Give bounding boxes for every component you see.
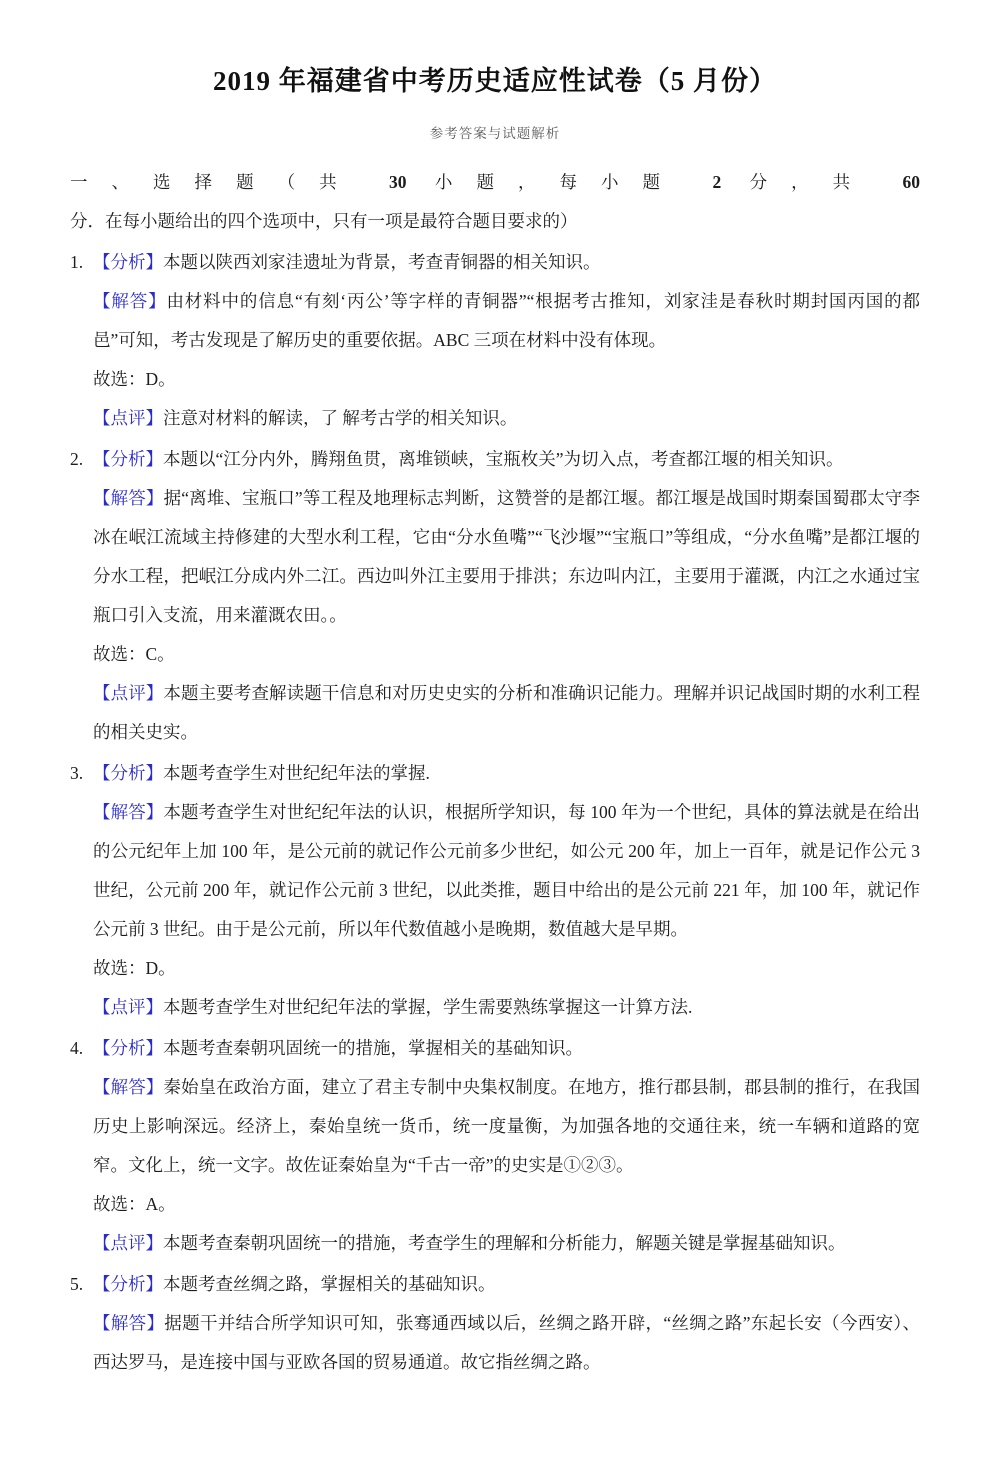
points-per-question: 2 xyxy=(712,172,722,193)
comment-paragraph xyxy=(93,1224,920,1263)
comment-text: 本题主要考查解读题干信息和对历史史实的分析和准确识记能力。理解并识记战国时期的水利工程的相关史实。 xyxy=(93,683,921,743)
total-points: 60 xyxy=(902,172,921,193)
comment-label: 【点评】 xyxy=(93,408,163,429)
question-2 xyxy=(70,440,921,752)
answer-label: 【解答】 xyxy=(93,291,167,312)
section-heading-text: 一、选择题（共 xyxy=(70,172,390,193)
answer-label: 【解答】 xyxy=(93,1313,165,1334)
question-5 xyxy=(70,1265,920,1382)
answer-label: 【解答】 xyxy=(93,488,164,509)
answer-label: 【解答】 xyxy=(93,1077,164,1098)
analysis-paragraph xyxy=(93,440,920,479)
analysis-label: 【分析】 xyxy=(93,1038,163,1059)
document-title: 2019 年福建省中考历史适应性试卷（5 月份） xyxy=(213,66,777,96)
analysis-label: 【分析】 xyxy=(93,449,163,470)
analysis-text: 本题以陕西刘家洼遗址为背景，考查青铜器的相关知识。 xyxy=(163,252,601,273)
answer-text: 由材料中的信息“有刻‘丙公’等字样的青铜器”“根据考古推知，刘家洼是春秋时期封国丙国的都邑”可知，考古发现是了解历史的重要依据。ABC 三项在材料中没有体现。 xyxy=(93,291,920,351)
question-number: 5. xyxy=(70,1274,84,1295)
comment-text: 本题考查学生对世纪纪年法的掌握，学生需要熟练掌握这一计算方法. xyxy=(163,997,693,1018)
answer-paragraph xyxy=(93,793,920,949)
chosen-answer xyxy=(93,949,920,988)
chosen-answer xyxy=(93,360,920,399)
answer-text: 秦始皇在政治方面，建立了君主专制中央集权制度。在地方，推行郡县制，郡县制的推行，在我国历史上影响深远。经济上，秦始皇统一货币，统一度量衡，为加强各地的交通往来，统一车辆和道路的宽窄。文化上，统一文字。故佐证秦始皇为“千古一帝”的史实是①②③。 xyxy=(93,1077,921,1176)
answer-text: 据题干并结合所学知识可知，张骞通西域以后，丝绸之路开辟，“丝绸之路”东起长安（今西安）、西达罗马，是连接中国与亚欧各国的贸易通道。故它指丝绸之路。 xyxy=(93,1313,920,1373)
comment-paragraph xyxy=(93,674,920,752)
chosen-answer-text: 故选：D。 xyxy=(93,958,176,979)
comment-paragraph xyxy=(93,988,920,1027)
analysis-paragraph xyxy=(93,754,920,793)
question-number: 3. xyxy=(70,763,84,784)
chosen-answer xyxy=(93,1185,920,1224)
answer-label: 【解答】 xyxy=(93,802,164,823)
question-count: 30 xyxy=(389,172,407,193)
analysis-text: 本题以“江分内外，腾翔鱼贯，离堆锁峡，宝瓶枚关”为切入点，考查都江堰的相关知识。 xyxy=(163,449,844,470)
answer-paragraph xyxy=(93,282,920,360)
document-page xyxy=(0,64,992,1467)
question-number: 4. xyxy=(70,1038,84,1059)
section-heading-text: 小题，每小题 xyxy=(406,172,713,193)
comment-text: 本题考查秦朝巩固统一的措施，考查学生的理解和分析能力，解题关键是掌握基础知识。 xyxy=(163,1233,846,1254)
answer-paragraph xyxy=(93,1068,920,1185)
comment-label: 【点评】 xyxy=(93,683,164,704)
comment-text: 注意对材料的解读，了 解考古学的相关知识。 xyxy=(163,408,518,429)
analysis-label: 【分析】 xyxy=(93,763,163,784)
answer-text: 本题考查学生对世纪纪年法的认识，根据所学知识，每 100 年为一个世纪，具体的算法就是在给出的公元纪年上加 100 年，是公元前的就记作公元前多少世纪，如公元 200 年，加上一百年，就是记作公元 3 世纪，公元前 200 年，就记作公元前 3 世纪，以此类推，题目中给出的是公元前 221 年，加 100 年，就记作公元前 3 世纪。由于是公元前，所以年代数值越小是晚期，数值越大是早期。 xyxy=(93,802,921,940)
analysis-label: 【分析】 xyxy=(93,252,163,273)
analysis-paragraph xyxy=(93,1265,920,1304)
section-heading-text: 分．在每小题给出的四个选项中，只有一项是最符合题目要求的） xyxy=(70,211,578,232)
document-subtitle: 参考答案与试题解析 xyxy=(429,126,561,142)
chosen-answer-text: 故选：C。 xyxy=(93,644,175,665)
section-heading xyxy=(70,163,920,241)
chosen-answer xyxy=(93,635,920,674)
analysis-paragraph xyxy=(93,243,920,282)
analysis-text: 本题考查学生对世纪纪年法的掌握. xyxy=(163,763,430,784)
answer-paragraph xyxy=(93,1304,920,1382)
chosen-answer-text: 故选：D。 xyxy=(93,369,176,390)
question-number: 1. xyxy=(70,252,84,273)
answer-paragraph xyxy=(93,479,920,635)
comment-label: 【点评】 xyxy=(93,1233,163,1254)
answer-text: 据“离堆、宝瓶口”等工程及地理标志判断，这赞誉的是都江堰。都江堰是战国时期秦国蜀郡太守李冰在岷江流域主持修建的大型水利工程，它由“分水鱼嘴”“飞沙堰”“宝瓶口”等组成，“分水鱼嘴”是都江堰的分水工程，把岷江分成内外二江。西边叫外江主要用于排洪；东边叫内江，主要用于灌溉，内江之水通过宝瓶口引入支流，用来灌溉农田。。 xyxy=(93,488,920,626)
question-3 xyxy=(70,754,921,1027)
chosen-answer-text: 故选：A。 xyxy=(93,1194,176,1215)
analysis-label: 【分析】 xyxy=(93,1274,163,1295)
comment-label: 【点评】 xyxy=(93,997,163,1018)
analysis-paragraph xyxy=(93,1029,920,1068)
question-4 xyxy=(70,1029,921,1263)
analysis-text: 本题考查秦朝巩固统一的措施，掌握相关的基础知识。 xyxy=(163,1038,583,1059)
section-heading-text: 分，共 xyxy=(721,172,903,193)
question-1 xyxy=(70,243,920,438)
question-number: 2. xyxy=(70,449,84,470)
analysis-text: 本题考查丝绸之路，掌握相关的基础知识。 xyxy=(163,1274,496,1295)
comment-paragraph xyxy=(93,399,920,438)
